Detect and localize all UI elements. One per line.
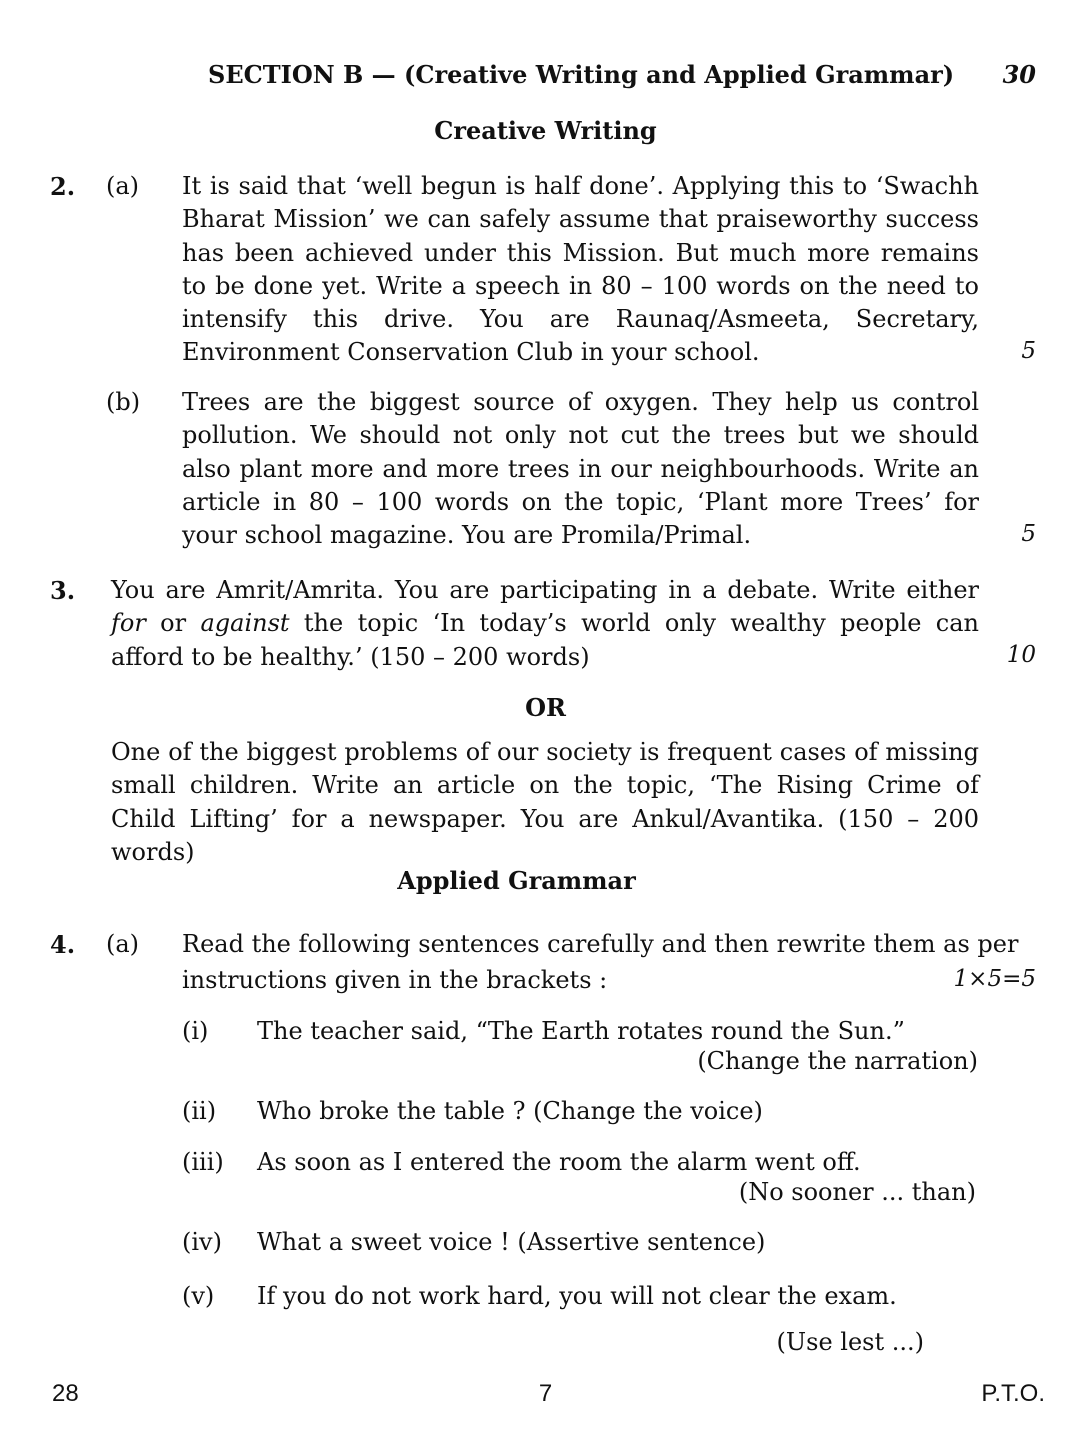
q4-item-label: (iv)	[182, 1228, 222, 1256]
q4-item-label: (v)	[182, 1282, 215, 1310]
page-number: 7	[538, 1380, 553, 1407]
q4-instruction-line1: Read the following sentences carefully and then rewrite them as per	[182, 930, 1019, 958]
q2-part-b-label: (b)	[106, 388, 141, 416]
please-turn-over: P.T.O.	[981, 1380, 1045, 1407]
question-number-2: 2.	[50, 172, 76, 201]
q2-part-a-text: It is said that ‘well begun is half done’. Applying this to ‘Swachh Bharat Mission’ we can safely assume that praiseworthy success has been achieved under this Mission. But much more remains to be done yet. Write a speech in 80 – 100 words on the need to intensify this drive. You are Raunaq/Asmeeta, Secretary, Environment Conservation Club in your school.	[182, 172, 979, 367]
creative-writing-heading: Creative Writing	[434, 116, 657, 145]
q3-against-word: against	[200, 609, 290, 638]
or-separator: OR	[525, 693, 566, 722]
q2-part-b-marks: 5	[1021, 521, 1036, 547]
q4-item-instruction: (Use lest ...)	[776, 1328, 924, 1356]
q3-text: You are Amrit/Amrita. You are participating in a debate. Write either for or against the topic ‘In today’s world only wealthy people can afford to be healthy.’ (150 – 200 words)	[111, 576, 980, 671]
q2-part-a-label: (a)	[106, 172, 140, 200]
q3-for-word: for	[111, 609, 146, 638]
q3-alternative-text: One of the biggest problems of our society is frequent cases of missing small children. Write an article on the topic, ‘The Rising Crime of Child Lifting’ for a newspaper. You are Ankul/Avantika. (150 – 200 words)	[111, 738, 979, 866]
section-title: SECTION B — (Creative Writing and Applied Grammar)	[208, 60, 955, 89]
q4-item-label: (iii)	[182, 1148, 224, 1176]
q4-marks: 1×5=5	[953, 966, 1036, 992]
q4-instruction-line2: instructions given in the brackets :	[182, 966, 608, 994]
q2-part-a-marks: 5	[1021, 338, 1036, 364]
q4-item-text: Who broke the table ? (Change the voice)	[257, 1097, 763, 1125]
section-marks: 30	[1002, 60, 1036, 89]
question-number-4: 4.	[50, 930, 76, 959]
q3-marks: 10	[1006, 642, 1036, 668]
q4-item-text: The teacher said, “The Earth rotates round the Sun.”	[257, 1017, 905, 1045]
q4-item-instruction: (Change the narration)	[697, 1047, 978, 1075]
q4-item-label: (ii)	[182, 1097, 217, 1125]
q4-part-a-label: (a)	[106, 930, 140, 958]
q4-item-text: As soon as I entered the room the alarm went off.	[257, 1148, 861, 1176]
q4-item-instruction: (No sooner ... than)	[738, 1178, 976, 1206]
q4-item-label: (i)	[182, 1017, 209, 1045]
paper-code: 28	[52, 1380, 79, 1407]
question-number-3: 3.	[50, 576, 76, 605]
q4-item-text: What a sweet voice ! (Assertive sentence)	[257, 1228, 766, 1256]
q4-item-text: If you do not work hard, you will not clear the exam.	[257, 1282, 897, 1310]
applied-grammar-heading: Applied Grammar	[397, 866, 636, 895]
q2-part-b-text: Trees are the biggest source of oxygen. They help us control pollution. We should not only not cut the trees but we should also plant more and more trees in our neighbourhoods. Write an article in 80 – 100 words on the topic, ‘Plant more Trees’ for your school magazine. You are Promila/Primal.	[182, 388, 979, 550]
